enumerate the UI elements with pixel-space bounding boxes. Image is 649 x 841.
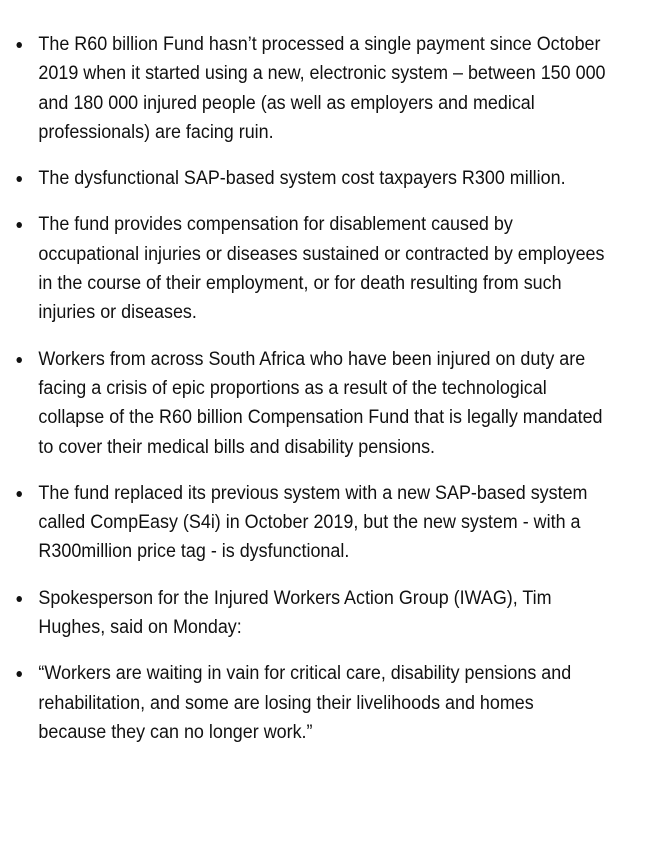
list-item bbox=[0, 659, 613, 747]
list-item-text: Spokesperson for the Injured Workers Action Group (IWAG), Tim Hughes, said on Monday: bbox=[38, 586, 552, 639]
list-item bbox=[0, 30, 613, 147]
bullet-icon bbox=[16, 42, 21, 48]
bullet-icon bbox=[16, 671, 21, 677]
list-item-text: The dysfunctional SAP-based system cost taxpayers R300 million. bbox=[38, 167, 566, 190]
list-item-text: The R60 billion Fund hasn’t processed a single payment since October 2019 when it started using a new, electronic system – between 150 000 and 180 000 injured people (as well as employers and medical professionals) are facing ruin. bbox=[38, 33, 606, 143]
bullet-list bbox=[0, 30, 649, 747]
article-body bbox=[0, 30, 649, 764]
list-item bbox=[0, 345, 613, 462]
bullet-icon bbox=[16, 176, 21, 182]
bullet-icon bbox=[16, 357, 21, 363]
bullet-icon bbox=[16, 222, 21, 228]
list-item-text: Workers from across South Africa who have been injured on duty are facing a crisis of epic proportions as a result of the technological collapse of the R60 billion Compensation Fund that is legally mandated to cover their medical bills and disability pensions. bbox=[38, 347, 603, 458]
bullet-icon bbox=[16, 596, 21, 602]
list-item-text: The fund replaced its previous system with a new SAP-based system called CompEasy (S4i) in October 2019, but the new system - with a R300million price tag - is dysfunctional. bbox=[38, 481, 588, 563]
list-item bbox=[0, 479, 613, 567]
bullet-icon bbox=[16, 491, 21, 497]
list-item-text: “Workers are waiting in vain for critical care, disability pensions and rehabilitation, and some are losing their livelihoods and homes because they can no longer work.” bbox=[38, 662, 572, 743]
list-item bbox=[0, 584, 613, 643]
list-item bbox=[0, 164, 613, 193]
list-item bbox=[0, 210, 613, 327]
list-item-text: The fund provides compensation for disablement caused by occupational injuries or diseases sustained or contracted by employees in the course of their employment, or for death resulting from such injuries or diseases. bbox=[38, 213, 605, 324]
